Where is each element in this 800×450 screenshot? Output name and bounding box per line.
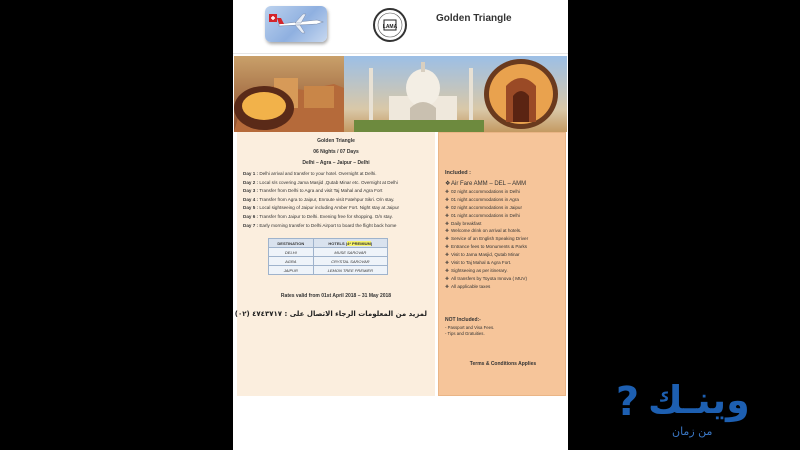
bullet-icon: ❖	[445, 260, 450, 266]
list-item: ❖ Daily breakfast	[445, 220, 482, 226]
bullet-icon: ❖	[445, 228, 450, 234]
premium-highlight: 4* PREMIUM	[347, 240, 371, 246]
list-item: ❖Air Fare AMM – DEL – AMM	[445, 181, 527, 187]
list-item: ❖ All transfers by Toyota Innova ( MUV)	[445, 275, 527, 281]
list-item: ❖ Sightseeing as per itinerary.	[445, 267, 508, 273]
rates-validity: Rates valid from 01st April 2018 – 31 May 2018	[280, 293, 392, 299]
table-row	[269, 266, 388, 275]
channel-watermark-logo	[610, 375, 800, 450]
destination-cell: JAIPUR	[269, 266, 314, 275]
day-item: Day 3 : Transfer from Delhi to Agra and visit Taj Mahal and Agra Fort	[243, 188, 383, 194]
hotel-table	[268, 238, 388, 275]
bullet-icon: ❖	[445, 283, 450, 289]
day-item: Day 4 : Transfer from Agra to Jaipur, Enroute visit Fatehpur Sikri. O/n stay.	[243, 196, 395, 202]
day-item: Day 6 : Transfer from Jaipur to Delhi. Evening free for shopping. O/n stay.	[243, 213, 393, 219]
day-item: Day 2 : Local s/s covering Jama Masjid ,Qutab Minar etc. Overnight at Delhi	[243, 179, 398, 185]
included-heading: Included :	[445, 170, 471, 176]
hotel-cell: CRYSTAL SAROVAR	[313, 257, 387, 266]
bullet-icon: ❖	[445, 244, 450, 250]
bullet-icon: ❖	[445, 252, 450, 258]
terms-note: Terms & Conditions Applies	[469, 361, 537, 367]
itinerary-panel	[234, 132, 435, 396]
agency-seal-logo	[373, 8, 407, 42]
list-item: - Tips and Gratuities.	[445, 331, 485, 336]
inclusions-panel	[438, 132, 566, 396]
column-header-destination: DESTINATION	[269, 239, 314, 248]
list-item: - Passport and Visa Fees.	[445, 325, 495, 330]
monuments-banner-image	[234, 56, 567, 132]
table-row	[269, 248, 388, 257]
bullet-icon: ❖	[445, 220, 450, 226]
day-item: Day 7 : Early morning transfer to Delhi Airport to board the flight back home	[243, 222, 397, 228]
question-mark-glyph: ؟	[616, 379, 640, 425]
tour-title: Golden Triangle	[317, 138, 355, 144]
list-item: ❖ Welcome drink on arrival at hotels.	[445, 228, 522, 234]
hotel-cell: LEMON TREE PREMIER	[313, 266, 387, 275]
day-list	[243, 171, 431, 231]
destination-cell: DELHI	[269, 248, 314, 257]
list-item: ❖ Visit to Taj Mahal & Agra Fort.	[445, 260, 512, 266]
bullet-icon: ❖	[445, 181, 451, 187]
list-item: ❖ Visit to Jama Masjid, Qutab Minar	[445, 252, 520, 258]
list-item: ❖ 01 night accommodations in Delhi	[445, 212, 520, 218]
bullet-icon: ❖	[445, 196, 450, 202]
bullet-icon: ❖	[445, 236, 450, 242]
tour-route: Delhi – Agra – Jaipur – Delhi	[302, 160, 370, 166]
included-list	[445, 180, 563, 292]
watermark-text: وينـك	[648, 378, 750, 422]
page-title: Golden Triangle	[436, 13, 512, 24]
contact-info-arabic: لمزيد من المعلومات الرجاء الاتصال على : ٤٧٤٣٧١٧ (٠٢)	[234, 310, 427, 318]
list-item: ❖ Service of an English Speaking Driver	[445, 236, 529, 242]
watermark-subtext: من زمان	[672, 425, 713, 438]
list-item: ❖ All applicable taxes	[445, 283, 491, 289]
table-header-row	[269, 239, 388, 248]
day-item: Day 1 : Delhi arrival and transfer to your hotel. Overnight at Delhi.	[243, 171, 377, 176]
list-item: ❖ 02 night accommodations in Jaipur	[445, 204, 522, 210]
bullet-icon: ❖	[445, 275, 450, 281]
list-item: ❖ Entrance fees to Monuments & Parks	[445, 244, 528, 250]
bullet-icon: ❖	[445, 189, 450, 194]
not-included-list	[445, 325, 494, 337]
bullet-icon: ❖	[445, 212, 450, 218]
bullet-icon: ❖	[445, 267, 450, 273]
not-included-heading: NOT Included:-	[445, 317, 481, 323]
destination-cell: AGRA	[269, 257, 314, 266]
brochure-page	[233, 0, 568, 450]
airline-logo	[265, 6, 327, 42]
svg-text:LAMA: LAMA	[382, 24, 398, 30]
day-item: Day 5 : Local sightseeing of Jaipur including Amber Fort. Night stay at Jaipur	[243, 205, 400, 211]
column-header-hotels: HOTELS (4* PREMIUM)	[313, 239, 387, 248]
brochure-header	[233, 0, 568, 54]
bullet-icon: ❖	[445, 204, 450, 210]
hotel-cell: MUSE SAROVAR	[313, 248, 387, 257]
table-row	[269, 257, 388, 266]
list-item: ❖ 02 night accommodations in Delhi	[445, 189, 520, 194]
list-item: ❖ 01 night accommodations in Agra	[445, 196, 519, 202]
tour-duration: 06 Nights / 07 Days	[313, 149, 359, 155]
